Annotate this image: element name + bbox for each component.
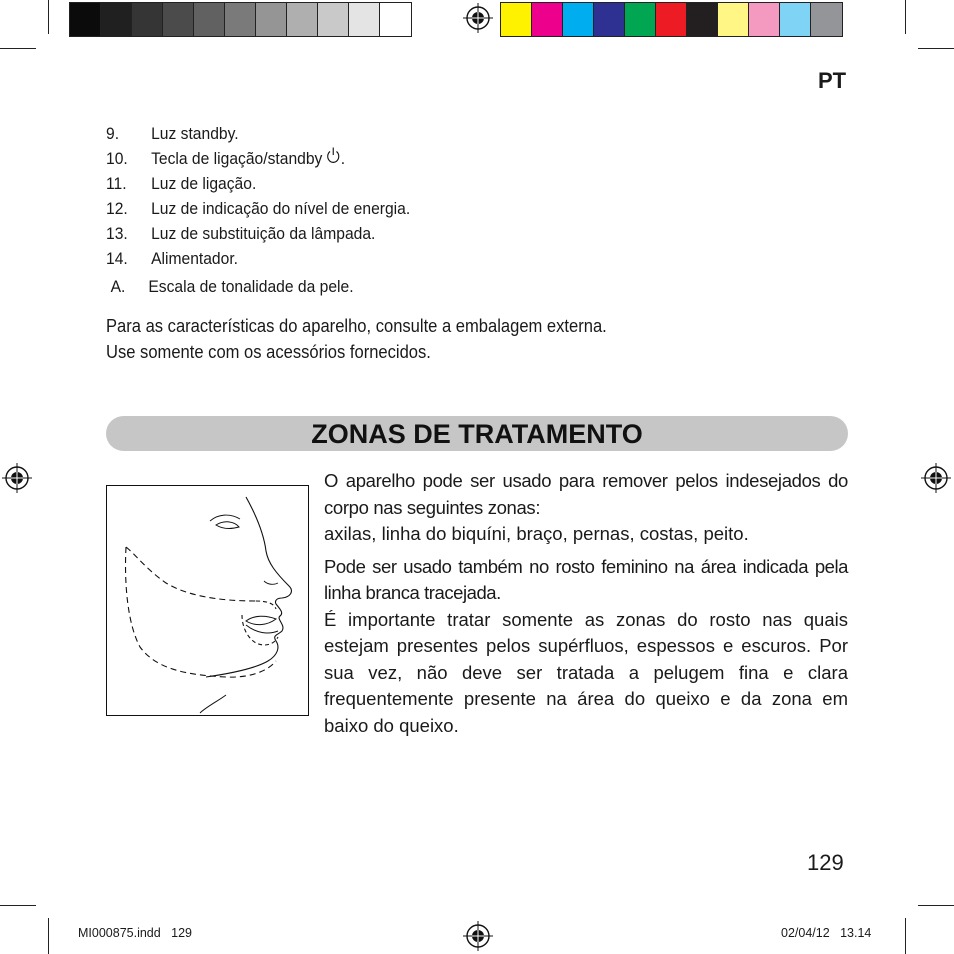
color-swatch — [101, 3, 132, 36]
list-item — [106, 171, 410, 196]
crop-mark — [918, 905, 954, 906]
gray-calibration-bar — [69, 2, 412, 37]
note-line: Para as características do aparelho, consulte a embalagem externa. — [106, 316, 607, 336]
color-swatch — [132, 3, 163, 36]
color-swatch — [594, 3, 625, 36]
body-paragraph: O aparelho pode ser usado para remover pelos indesejados do corpo nas seguintes zonas: — [324, 470, 848, 518]
list-item — [106, 121, 410, 146]
body-paragraph: É importante tratar somente as zonas do rosto nas quais estejam presentes pelos supérfluos, espessos e escuros. Por sua vez, não deve ser tratada a pelugem fina e clara frequentemente presente na área do queixo e da zona em baixo do queixo. — [324, 608, 848, 736]
item-label: Luz de substituição da lâmpada. — [151, 224, 376, 243]
body-paragraph: Pode ser usado também no rosto feminino na área indicada pela linha branca tracejada. — [324, 555, 848, 603]
section-title: ZONAS DE TRATAMENTO — [311, 419, 643, 449]
color-swatch — [749, 3, 780, 36]
list-item — [106, 196, 410, 221]
page-number: 129 — [807, 850, 844, 875]
color-swatch — [532, 3, 563, 36]
item-number: 13. — [106, 224, 128, 243]
list-item — [106, 146, 410, 171]
crop-mark — [0, 905, 36, 906]
color-swatch — [163, 3, 194, 36]
item-number: 14. — [106, 249, 128, 268]
color-swatch — [563, 3, 594, 36]
color-swatch — [194, 3, 225, 36]
color-swatch — [687, 3, 718, 36]
color-swatch — [625, 3, 656, 36]
crop-mark — [48, 918, 49, 954]
list-item — [106, 246, 410, 271]
body-paragraph: axilas, linha do biquíni, braço, pernas, costas, peito. — [324, 523, 749, 544]
section-body — [324, 468, 848, 739]
item-number: 10. — [106, 149, 128, 168]
color-swatch — [256, 3, 287, 36]
color-swatch — [380, 3, 411, 36]
color-calibration-bar — [500, 2, 843, 37]
item-suffix: . — [340, 149, 346, 168]
crop-mark — [905, 0, 906, 34]
registration-mark-icon — [463, 921, 493, 951]
list-item — [106, 221, 410, 246]
item-label: Luz standby. — [151, 124, 239, 143]
item-label: Alimentador. — [151, 249, 239, 268]
language-code: PT — [818, 68, 847, 93]
footer-datetime: 02/04/12 13.14 — [781, 926, 872, 940]
color-swatch — [718, 3, 749, 36]
crop-mark — [0, 48, 36, 49]
item-number: 9. — [106, 124, 120, 143]
item-number: 11. — [106, 174, 127, 193]
item-label: Luz de ligação. — [151, 174, 257, 193]
power-icon — [326, 146, 341, 164]
crop-mark — [48, 0, 49, 34]
item-label: Tecla de ligação/standby — [151, 149, 323, 168]
color-swatch — [318, 3, 349, 36]
color-swatch — [811, 3, 842, 36]
notes — [106, 313, 650, 365]
registration-mark-icon — [463, 3, 493, 33]
item-label: Luz de indicação do nível de energia. — [151, 199, 411, 218]
color-swatch — [287, 3, 318, 36]
list-item — [106, 274, 410, 299]
color-swatch — [70, 3, 101, 36]
item-number: 12. — [106, 199, 128, 218]
parts-list — [106, 121, 437, 299]
item-number: A. — [110, 277, 126, 296]
color-swatch — [349, 3, 380, 36]
color-swatch — [656, 3, 687, 36]
note-line: Use somente com os acessórios fornecidos. — [106, 342, 431, 362]
registration-mark-icon — [2, 463, 32, 493]
crop-mark — [905, 918, 906, 954]
crop-mark — [918, 48, 954, 49]
registration-mark-icon — [921, 463, 951, 493]
face-profile-illustration — [106, 485, 309, 716]
color-swatch — [780, 3, 811, 36]
footer-file-info: MI000875.indd 129 — [78, 926, 192, 940]
color-swatch — [225, 3, 256, 36]
color-swatch — [501, 3, 532, 36]
item-label: Escala de tonalidade da pele. — [148, 277, 354, 296]
